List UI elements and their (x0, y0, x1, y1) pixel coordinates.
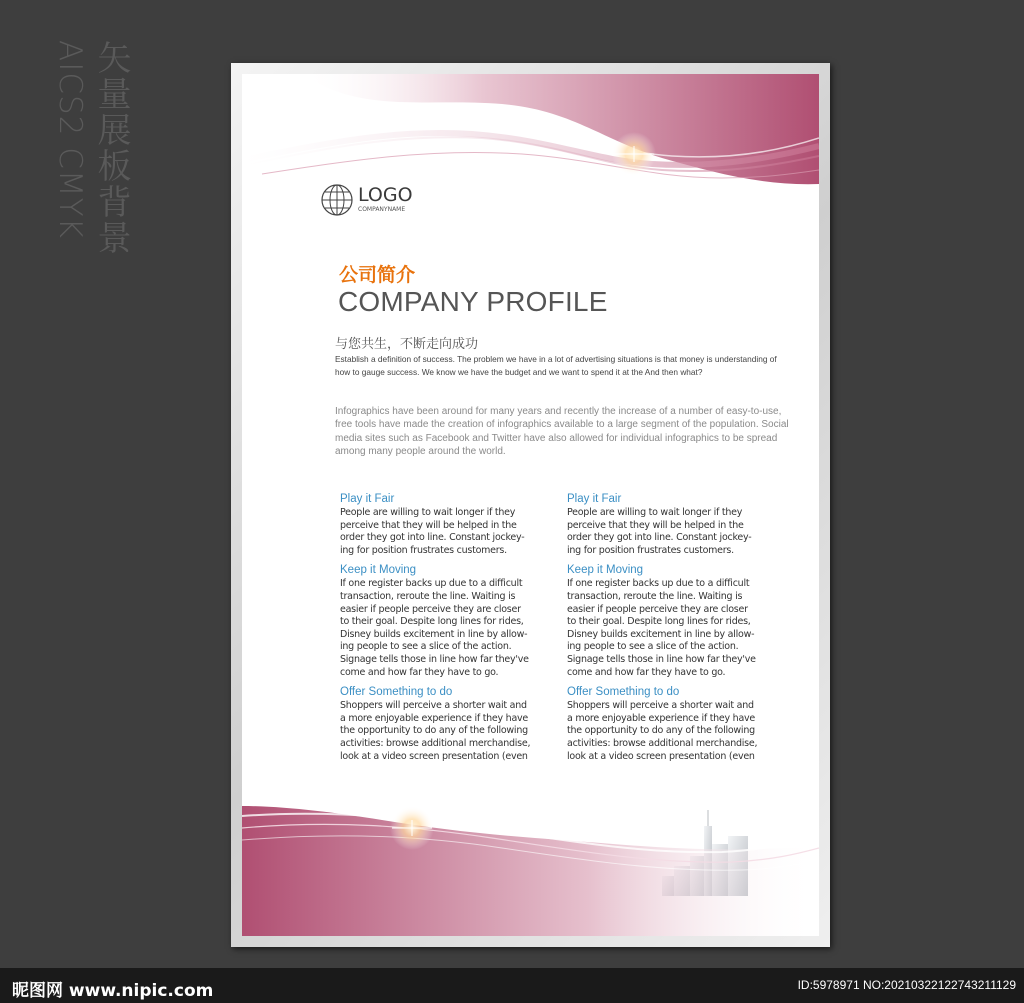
footer-brand: 昵图网 www.nipic.com (12, 981, 214, 1001)
content-column-left (340, 492, 550, 769)
logo-wordmark: LOGO (358, 184, 413, 206)
section-heading: Keep it Moving (567, 564, 644, 577)
section-heading: Play it Fair (567, 493, 622, 505)
section-heading: Offer Something to do (567, 686, 680, 699)
section-heading: Keep it Moving (340, 564, 417, 577)
slogan: 与您共生，不断走向成功 (335, 337, 479, 352)
side-title-english: AICS2 CMYK (52, 40, 88, 239)
heading-chinese: 公司简介 (339, 264, 416, 286)
section-body: Shoppers will perceive a shorter wait and a more enjoyable experience if they have the opportunity to do any of the following activities: browse additional merchandise, look at a video screen presentation (even (567, 700, 758, 762)
section-offer-something (567, 685, 777, 763)
section-offer-something (340, 685, 550, 763)
poster-board (242, 74, 819, 936)
infographics-paragraph: Infographics have been around for many years and recently the increase of a number of easy-to-use, free tools have made the creation of infographics available to a large segment of the population. Social media sites such as Facebook and Twitter have also allowed for individual infographics to be spread among many people around the world. (335, 406, 789, 457)
poster-frame (231, 63, 830, 947)
side-title-chinese: 矢量展板背景 (91, 40, 131, 256)
logo-company-name: COMPANYNAME (358, 206, 406, 213)
section-play-it-fair (567, 492, 777, 557)
content-column-right (567, 492, 777, 769)
section-heading: Offer Something to do (340, 686, 453, 699)
page-title: COMPANY PROFILE (338, 286, 608, 317)
section-body: If one register backs up due to a difficult transaction, reroute the line. Waiting is easier if people perceive they are closer to their goal. Despite long lines for rides, Disney builds excitement in line by allow- ing people to see a slice of the action. Signage tells those in line how far they've come and how far they have to go. (340, 578, 529, 678)
globe-icon (320, 183, 354, 217)
section-keep-it-moving (567, 563, 777, 679)
section-keep-it-moving (340, 563, 550, 679)
company-logo (320, 182, 413, 218)
section-body: People are willing to wait longer if they perceive that they will be helped in the order they got into line. Constant jockey- ing for position frustrates customers. (340, 507, 525, 556)
section-body: Shoppers will perceive a shorter wait and a more enjoyable experience if they have the opportunity to do any of the following activities: browse additional merchandise, look at a video screen presentation (even (340, 700, 531, 762)
watermark-side-title (50, 40, 140, 280)
section-play-it-fair (340, 492, 550, 557)
section-heading: Play it Fair (340, 493, 395, 505)
section-body: People are willing to wait longer if they perceive that they will be helped in the order they got into line. Constant jockey- ing for position frustrates customers. (567, 507, 752, 556)
footer-image-id: ID:5978971 NO:20210322122743211129 (797, 978, 1016, 992)
bottom-wave-decoration (242, 806, 819, 936)
section-body: If one register backs up due to a difficult transaction, reroute the line. Waiting is easier if people perceive they are closer to their goal. Despite long lines for rides, Disney builds excitement in line by allow- ing people to see a slice of the action. Signage tells those in line how far they've come and how far they have to go. (567, 578, 756, 678)
intro-paragraph: Establish a definition of success. The problem we have in a lot of advertising situations is that money is understanding of how to gauge success. We know we have the budget and we want to spend it at the And then what? (335, 354, 777, 377)
watermark-footer (0, 968, 1024, 1003)
